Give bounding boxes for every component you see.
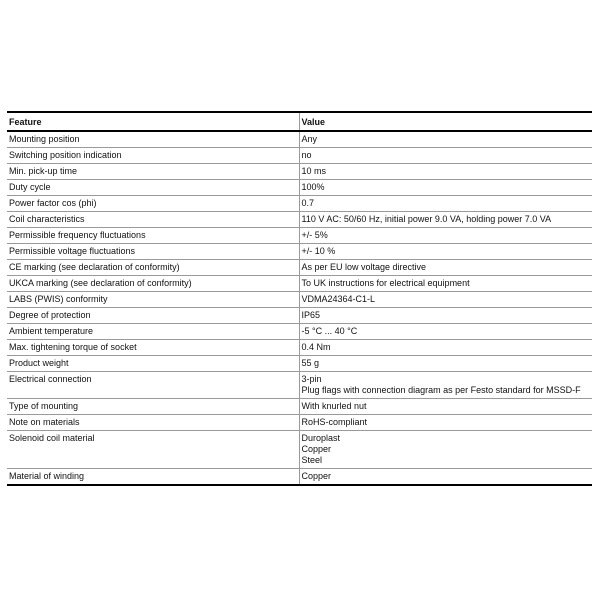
value-line: 0.7	[301, 198, 315, 208]
value-cell	[299, 469, 592, 486]
value-line: Plug flags with connection diagram as per Festo standard for MSSD-F	[301, 385, 581, 395]
value-cell	[299, 148, 592, 164]
feature-cell: Permissible voltage fluctuations	[7, 244, 299, 260]
feature-cell: CE marking (see declaration of conformity)	[7, 260, 299, 276]
value-line: +/- 10 %	[301, 246, 336, 256]
feature-cell: Product weight	[7, 356, 299, 372]
table-row	[7, 431, 592, 469]
feature-cell: Mounting position	[7, 131, 299, 148]
table-row	[7, 196, 592, 212]
feature-cell: Type of mounting	[7, 399, 299, 415]
table-row	[7, 276, 592, 292]
value-line: Copper	[301, 471, 332, 481]
value-cell	[299, 212, 592, 228]
value-line: +/- 5%	[301, 230, 328, 240]
value-cell	[299, 356, 592, 372]
value-line: -5 °C ... 40 °C	[301, 326, 358, 336]
table-row	[7, 399, 592, 415]
table-row	[7, 148, 592, 164]
value-line: With knurled nut	[301, 401, 367, 411]
value-cell	[299, 244, 592, 260]
value-line: As per EU low voltage directive	[301, 262, 427, 272]
feature-cell: Switching position indication	[7, 148, 299, 164]
value-cell	[299, 308, 592, 324]
value-cell	[299, 180, 592, 196]
value-line: Any	[301, 134, 318, 144]
value-line: 100%	[301, 182, 325, 192]
feature-cell: Power factor cos (phi)	[7, 196, 299, 212]
table-row	[7, 469, 592, 486]
value-line: Steel	[301, 455, 323, 465]
table-row	[7, 131, 592, 148]
table-row	[7, 260, 592, 276]
value-line: 55 g	[301, 358, 320, 368]
table-row	[7, 356, 592, 372]
feature-cell: Permissible frequency fluctuations	[7, 228, 299, 244]
value-cell	[299, 324, 592, 340]
table-row	[7, 164, 592, 180]
feature-cell: Note on materials	[7, 415, 299, 431]
table-row	[7, 340, 592, 356]
feature-cell: Ambient temperature	[7, 324, 299, 340]
value-line: no	[301, 150, 312, 160]
value-cell	[299, 372, 592, 399]
feature-cell: LABS (PWIS) conformity	[7, 292, 299, 308]
feature-cell: Duty cycle	[7, 180, 299, 196]
value-cell	[299, 340, 592, 356]
table-row	[7, 292, 592, 308]
value-line: Copper	[301, 444, 332, 454]
spec-sheet	[7, 111, 592, 486]
feature-cell: Degree of protection	[7, 308, 299, 324]
value-line: Duroplast	[301, 433, 341, 443]
value-line: 110 V AC: 50/60 Hz, initial power 9.0 VA, holding power 7.0 VA	[301, 214, 552, 224]
table-row	[7, 212, 592, 228]
value-cell	[299, 399, 592, 415]
value-line: To UK instructions for electrical equipment	[301, 278, 470, 288]
table-row	[7, 415, 592, 431]
value-line: RoHS-compliant	[301, 417, 368, 427]
value-cell	[299, 260, 592, 276]
table-header	[7, 112, 592, 131]
table-row	[7, 244, 592, 260]
feature-cell: Max. tightening torque of socket	[7, 340, 299, 356]
value-line: IP65	[301, 310, 321, 320]
table-row	[7, 372, 592, 399]
table-row	[7, 180, 592, 196]
feature-cell: Min. pick-up time	[7, 164, 299, 180]
spec-table	[7, 111, 592, 486]
feature-cell: Material of winding	[7, 469, 299, 486]
feature-cell: Solenoid coil material	[7, 431, 299, 469]
value-cell	[299, 196, 592, 212]
value-line: 0.4 Nm	[301, 342, 331, 352]
header-value: Value	[299, 112, 592, 131]
value-cell	[299, 292, 592, 308]
value-line: 10 ms	[301, 166, 327, 176]
table-row	[7, 228, 592, 244]
value-cell	[299, 164, 592, 180]
feature-cell: UKCA marking (see declaration of conformity)	[7, 276, 299, 292]
feature-cell: Electrical connection	[7, 372, 299, 399]
value-cell	[299, 276, 592, 292]
table-row	[7, 324, 592, 340]
value-cell	[299, 228, 592, 244]
table-body	[7, 131, 592, 485]
value-cell	[299, 431, 592, 469]
value-cell	[299, 415, 592, 431]
value-cell	[299, 131, 592, 148]
table-row	[7, 308, 592, 324]
header-feature: Feature	[9, 116, 42, 127]
header-row	[7, 112, 592, 131]
value-line: VDMA24364-C1-L	[301, 294, 376, 304]
feature-cell: Coil characteristics	[7, 212, 299, 228]
value-line: 3-pin	[301, 374, 322, 384]
